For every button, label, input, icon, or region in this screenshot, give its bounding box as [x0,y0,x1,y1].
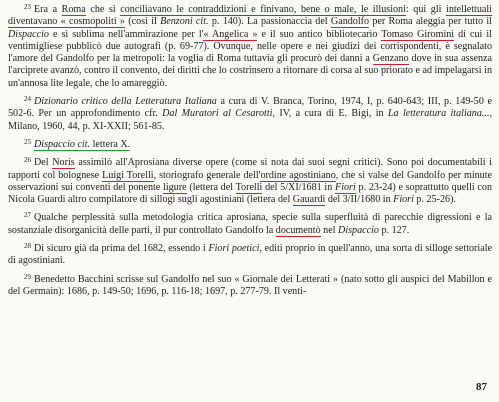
text-run: (così il [124,16,161,28]
footnote-body [8,212,492,236]
underlined-text: Luigi Torelli [102,169,154,181]
underlined-text: Torelli [235,181,263,193]
italic-text: Dispaccio [8,28,49,40]
underlined-text: conciliavano le contraddizioni e finivano, bene o male, le illusioni [120,4,406,15]
footnote-25 [8,139,492,151]
text-run: (lettera del [186,181,236,193]
italic-text: Dal Muratori al Cesarotti [162,108,273,120]
underlined-text: ordine agostiniano [260,169,336,181]
text-run: , IV, a cura di E. Bigi, in [272,108,388,120]
underlined-text: Gandolfo [330,16,370,28]
text-run: del 5/XI/1681 in [262,181,336,193]
italic-text: La letteratura italiana... [387,108,490,120]
footnote-number: 26 [24,156,31,165]
text-run: nel [320,224,339,236]
text-run: di cui il ventimigliese pubblicò due autografi (p. 69-77). Ovunque, nelle opere e nei giudizi dei corrispondenti, è segnalato l'amore del Gandolfo per la metropoli: la voglia di Roma tuttavia gli procurò dei danni a [8,28,492,65]
text-run: p. 23-24) e soprattutto quelli con Nicola Guardi altro compilatore di sillogi sugli agostiniani (lettera del [8,181,492,206]
text-run: e il suo antico bibliotecario [257,28,382,40]
footnote-body [8,4,492,89]
footnote-number: 29 [24,272,31,281]
text-run: Benedetto Bacchini scrisse sul Gandolfo nel suo « Giornale dei Letterati » (nato sotto gli auspici del Mabillon e del Germain): 1686, p. 149-50; 1696, p. 116-18; 1697, p. 277-79. Il venti- [8,273,492,297]
footnote-number: 24 [24,95,31,104]
italic-text: Dizionario critico della Letteratura Italiana [34,96,217,108]
italic-text: Benzoni cit. [160,16,209,28]
footnote-number: 25 [24,137,31,146]
text-run: Era a [34,4,62,15]
text-run: , editi proprio in quell'anno, una sorta di silloge settoriale di agostiniani. [8,243,492,267]
footnote-body [8,243,492,266]
footnote-24 [8,96,492,133]
italic-text: Fiori [393,194,414,206]
text-run: assimilò all'Aprosiana diverse opere (come si nota dai suoi segni critici). Sono poi documentabili i rapporti col bolognese [8,157,492,181]
text-run: , che si valse del Gandolfo per minute osservazioni sui conventi del ponente [8,169,492,193]
footnote-23 [8,4,492,90]
footnote-number: 28 [24,242,31,251]
footnote-26 [8,157,492,206]
text-run: , Milano, 1960, 44, p. XI-XXII; 561-85. [8,108,492,132]
underlined-text: lettera X. [90,138,131,150]
underlined-text: « Angelica » [203,28,258,40]
text-run: per Roma aleggia per tutto il [369,16,492,28]
underlined-text: Tomaso Giromini [381,28,455,40]
text-run: p. 140). La passionaccia del [208,16,331,28]
text-run: , storiografo generale dell' [153,169,261,181]
underlined-text: intellettuali diventavano « cosmopoliti » [8,4,492,28]
text-run: Di sicuro già da prima del 1682, essendo i [34,243,209,255]
underlined-text: Dispaccio cit. [34,138,91,150]
footnote-body [8,274,492,297]
footnote-number: 27 [24,211,31,220]
underlined-text: Noris [52,157,75,169]
text-run: che si [85,4,121,15]
text-run: p. 25-26). [413,194,456,206]
underlined-text: Genzano [372,53,409,65]
underlined-text: documentò [275,224,321,236]
footnote-body [34,139,130,151]
underlined-text: Roma [61,4,86,15]
footnote-body [8,157,492,206]
text-run: : qui gli [405,4,447,15]
text-run: dove in sua assenza l'arciprete avanzò, contro il convento, dei diritti che lo costrinsero a ritornare di corsa al suo priorato e ad impelagarsi in un'annosa lite legale, che lo amareggiò. [8,53,492,89]
text-run: a cura di V. Branca, Torino, 1974, I, p. 640-643; III, p. 149-50 e 502-6. Per un approfondimento cfr. [8,96,493,120]
italic-text: Dispaccio [338,224,379,236]
text-run: del 3/II/1680 in [325,194,394,206]
underlined-text: Gauardi [292,194,326,206]
footnotes-page [8,4,492,304]
text-run: p. 127. [378,224,410,236]
footnote-27 [8,212,492,237]
text-run: e si sublima nell'ammirazione per l' [48,28,204,40]
text-run: Qualche perplessità sulla metodologia critica aprosiana, specie sulla superfluità di parecchie digressioni e la sostanziale disorganicità delle parti, il pur controllato Gandolfo la [8,212,492,236]
text-run: Del [34,157,53,169]
footnote-number: 23 [24,3,31,11]
page-number: 87 [476,381,487,393]
footnote-29 [8,274,492,299]
italic-text: Fiori poetici [208,243,260,255]
underlined-text: Fiori [335,181,356,193]
footnote-28 [8,243,492,268]
underlined-text: ligure [163,181,187,193]
footnote-body [8,96,492,132]
